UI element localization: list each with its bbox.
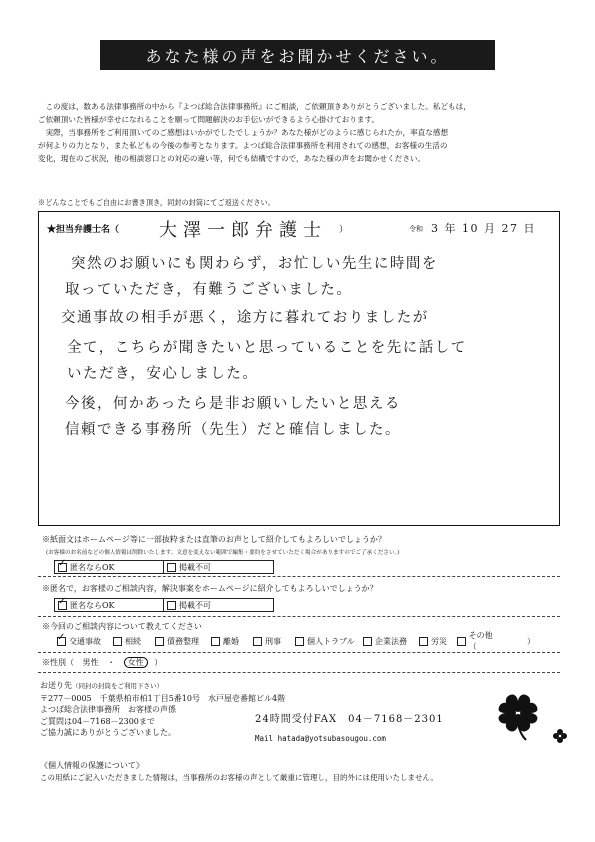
intro-line: この度は，数ある法律事務所の中から『よつば総合法律事務所』にご相談，ご依頼頂きありがとうございました。私どもは， [45,102,471,111]
intro-text [38,100,560,165]
q1-section [38,526,560,577]
date-era: 令和 [409,225,423,233]
q4-label: ※性別（ [42,658,74,667]
q3-option[interactable] [152,634,208,648]
fax: 24時間受付FAX 04－7168－2301 [255,714,444,725]
q3-option-other[interactable] [454,631,499,651]
checkbox[interactable] [363,637,372,646]
q2-question: ※匿名で，お客様のご相談内容，解決事案をホームページに紹介してもよろしいでしょうか？ [42,584,378,593]
q3-option[interactable] [208,634,250,648]
feedback-line: 全て，こちらが聞きたいと思っていることを先に話して [67,340,467,356]
four-leaf-clover-icon [488,690,548,742]
checkbox[interactable] [211,637,220,646]
checkbox[interactable] [457,637,466,646]
feedback-line: いただき，安心しました。 [67,366,259,382]
privacy-title: 《個人情報の保護について》 [40,761,144,770]
phone: ご質問は04－7168－2300まで [40,716,155,726]
option-label: 相続 [125,636,141,646]
q2-option-anonymous-ok[interactable] [54,598,164,612]
checkbox-checked[interactable] [58,563,67,572]
q3-section [38,616,560,653]
option-label: 労災 [431,636,447,646]
q4-gender [42,657,162,668]
feedback-box [38,211,560,526]
gender-male[interactable]: 男性 [82,658,99,667]
checkbox[interactable] [253,637,262,646]
q3-option[interactable] [292,634,360,648]
intro-line: 変化，現在のご状況，他の相談窓口との対応の違い等，何でも結構ですので，あなた様の声をお聞かせください。 [38,154,426,163]
lawyer-label-close: ） [339,225,349,235]
intro-line: が何よりの力となり，また私どもの今後の参考となります。よつば総合法律事務所を利用されての感想，お客様の生活の [38,141,448,150]
gender-female-circled[interactable]: 女性 [124,657,148,668]
address: 〒277－0005 千葉県柏市柏1丁目5番10号 水戸屋壱番館ビル4階 [40,693,286,703]
option-label: 刑事 [265,636,281,646]
date-value: 3 年 10 月 27 日 [431,222,536,235]
option-label: 掲載不可 [179,562,211,572]
feedback-line: 取っていただき，有難うございました。 [65,282,353,298]
lawyer-label: ★担当弁護士名（ [47,225,120,235]
office-name: よつば総合法律事務所 お客様の声係 [40,705,176,714]
checkbox[interactable] [167,601,176,610]
q1-question: ※紙面文はホームページ等に一部抜粋または直筆のお声として紹介してもよろしいでしょうか？ [42,535,386,544]
q3-option[interactable] [416,634,454,648]
q3-option[interactable] [360,634,416,648]
q3-option[interactable] [250,634,292,648]
option-label: 交通事故 [69,636,101,646]
thanks: ご協力誠にありがとうございました。 [40,728,176,737]
intro-line: 実際，当事務所をご利用頂いてのご感想はいかがでしたでしょうか？あなた様がどのように感じられたか，率直な感想 [45,128,449,137]
q2-section [38,576,560,617]
q2-option-decline[interactable] [164,598,274,612]
q1-options [54,560,274,574]
feedback-line: 今後，何かあったら是非お願いしたいと思える [65,396,401,412]
q3-question: ※今回のご相談内容について教えてください [42,622,202,631]
q3-other-close: ） [527,636,535,646]
option-label: 個人トラブル [307,636,355,646]
checkbox[interactable] [295,637,304,646]
q4-section [38,652,560,673]
q1-note: (お客様のお名前などの個人情報は削除いたします。文意を変えない範囲で編集・要約をさせていただく場合がありますのでご了承ください。) [46,550,400,556]
q1-option-decline[interactable] [164,560,274,574]
checkbox[interactable] [155,637,164,646]
checkbox[interactable] [113,637,122,646]
option-label: 匿名ならOK [70,600,115,610]
q1-option-anonymous-ok[interactable] [54,560,164,574]
send-to-label: お送り先 [40,681,72,690]
small-clover-icon [552,728,568,744]
gender-separator: ・ [107,658,116,667]
q3-option[interactable] [110,634,152,648]
option-label: 匿名ならOK [70,562,115,572]
mail[interactable]: Mail hatada@yotsubasougou.com [255,734,386,743]
option-label: 企業法務 [375,636,407,646]
footer-contact [40,680,285,739]
return-note: ※どんなことでもご自由にお書き頂き，同封の封筒にてご返送ください。 [38,198,275,207]
feedback-line: 信頼できる事務所（先生）だと確信しました。 [65,422,401,438]
option-label: その他（ [468,631,493,651]
feedback-line: 交通事故の相手が悪く，途方に暮れておりましたが [61,310,429,326]
lawyer-name: 大澤一郎弁護士 [159,220,327,241]
q3-option[interactable] [54,634,110,648]
checkbox[interactable] [167,563,176,572]
q2-options [54,598,274,612]
checkbox[interactable] [419,637,428,646]
checkbox-checked[interactable] [57,637,66,646]
send-note: （同封の封筒をご利用下さい） [72,682,163,690]
feedback-line: 突然のお願いにも関わらず，お忙しい先生に時間を [71,256,438,272]
q4-close: ） [154,658,163,667]
option-label: 掲載不可 [179,600,211,610]
option-label: 債務整理 [167,636,199,646]
q3-options [54,631,535,651]
option-label: 離婚 [223,636,239,646]
intro-line: ご依頼頂いた皆様が幸せになれることを願って問題解決のお手伝いができるよう心掛けております。 [38,115,380,124]
privacy-text: この用紙にご記入いただきました情報は，当事務所のお客様の声として厳重に管理し，目的外には使用いたしません。 [40,773,438,782]
checkbox-checked[interactable] [58,601,67,610]
page-title: あなた様の声をお聞かせください。 [100,40,495,70]
